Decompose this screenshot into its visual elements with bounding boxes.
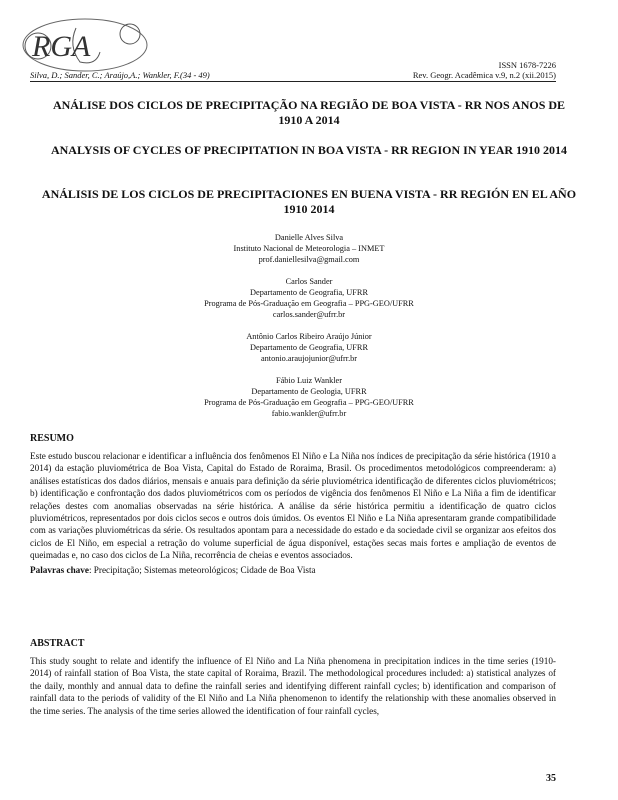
- resumo-section: [30, 433, 556, 576]
- title-portuguese: ANÁLISE DOS CICLOS DE PRECIPITAÇÃO NA REGIÃO DE BOA VISTA - RR NOS ANOS DE 1910 A 2014: [52, 98, 566, 127]
- abstract-section: [30, 638, 556, 717]
- author-1: [40, 232, 578, 265]
- title-english: ANALYSIS OF CYCLES OF PRECIPITATION IN BOA VISTA - RR REGION IN YEAR 1910 2014: [50, 143, 568, 157]
- author-email: antonio.araujojunior@ufrr.br: [260, 354, 358, 363]
- author-name: Antônio Carlos Ribeiro Araújo Júnior: [246, 332, 372, 341]
- title-spanish: ANÁLISIS DE LOS CICLOS DE PRECIPITACIONES EN BUENA VISTA - RR REGIÓN EN EL AÑO 1910 2014: [41, 187, 577, 216]
- keywords: [30, 564, 556, 576]
- author-affiliation: Instituto Nacional de Meteorologia – INMET: [233, 244, 385, 253]
- author-2: [40, 276, 578, 320]
- author-4: [40, 375, 578, 419]
- author-email: fabio.wankler@ufrr.br: [271, 409, 347, 418]
- running-header-journal: Rev. Geogr. Acadêmica v.9, n.2 (xii.2015): [412, 70, 556, 80]
- author-program: Programa de Pós-Graduação em Geografia – PPG-GEO/UFRR: [204, 299, 414, 308]
- running-header: [30, 70, 556, 82]
- keywords-list: : Precipitação; Sistemas meteorológicos; Cidade de Boa Vista: [88, 564, 316, 575]
- author-email: carlos.sander@ufrr.br: [272, 310, 346, 319]
- resumo-text: Este estudo buscou relacionar e identificar a influência dos fenômenos El Niño e La Niña nos índices de precipitação da série histórica (1910 a 2014) da estação pluviométrica de Boa Vista, Capital do Estado de Roraima, Brasil. Os procedimentos metodológicos compreenderam: a) análises estatísticas dos dados diários, mensais e anuais para definição da série pluviométrica identificação de diferentes ciclos pluviométricos; b) identificação e confrontação dos dados pluviométricos com os períodos de vigência dos fenômenos El Niño e La Niña a fim de identificar relações destes com anomalias observadas na série histórica. A análise da série histórica permitiu a identificação de quatro ciclos pluviométricos, representados por dois ciclos secos e outros dois úmidos. Os eventos El Niño e La Niña apresentaram grande compatibilidade com as variações pluviométricas da série. Os resultados apontam para a necessidade do estado e da sociedade civil se organizar aos efeitos dos ciclos de El Niño, em especial a retração do volume superficial de água disponível, estações secas mais fortes e ampliação de eventos de queimadas e, no caso dos ciclos de La Niña, recorrência de cheias e eventos associados.: [30, 451, 556, 561]
- author-3: [40, 331, 578, 364]
- journal-logo: [20, 16, 150, 74]
- author-email: prof.daniellesilva@gmail.com: [258, 255, 360, 264]
- author-name: Carlos Sander: [285, 277, 333, 286]
- abstract-heading: ABSTRACT: [30, 638, 85, 649]
- issn: ISSN 1678-7226: [498, 60, 556, 70]
- author-program: Programa de Pós-Graduação em Geografia – PPG-GEO/UFRR: [204, 398, 414, 407]
- author-affiliation: Departamento de Geografia, UFRR: [250, 343, 368, 352]
- keywords-label: Palavras chave: [30, 564, 89, 575]
- abstract-text: This study sought to relate and identify the influence of El Niño and La Niña phenomena in precipitation indices in the time series (1910-2014) of rainfall station of Boa Vista, the state capital of Roraima, Brazil. The methodological procedures included: a) statistical analyzes of the daily, monthly and annual data to define the rainfall series and identifying different rainfall cycles; b) identification and comparison of rainfall data to the periods of validity of the El Niño and La Niña phenomenon to identify the relationship with these anomalies observed in the time series. The analysis of the time series allowed the identification of four rainfall cycles,: [30, 656, 556, 716]
- author-name: Danielle Alves Silva: [274, 233, 344, 242]
- author-name: Fábio Luiz Wankler: [276, 376, 342, 385]
- resumo-heading: RESUMO: [30, 433, 74, 444]
- author-affiliation: Departamento de Geologia, UFRR: [251, 387, 367, 396]
- page-number: 35: [546, 773, 556, 784]
- running-header-authors: Silva, D.; Sander, C.; Araújo,A.; Wankler, F.(34 - 49): [30, 70, 210, 80]
- author-affiliation: Departamento de Geografia, UFRR: [250, 288, 368, 297]
- author-block: [40, 232, 578, 430]
- logo-lettering: RGA: [32, 30, 91, 63]
